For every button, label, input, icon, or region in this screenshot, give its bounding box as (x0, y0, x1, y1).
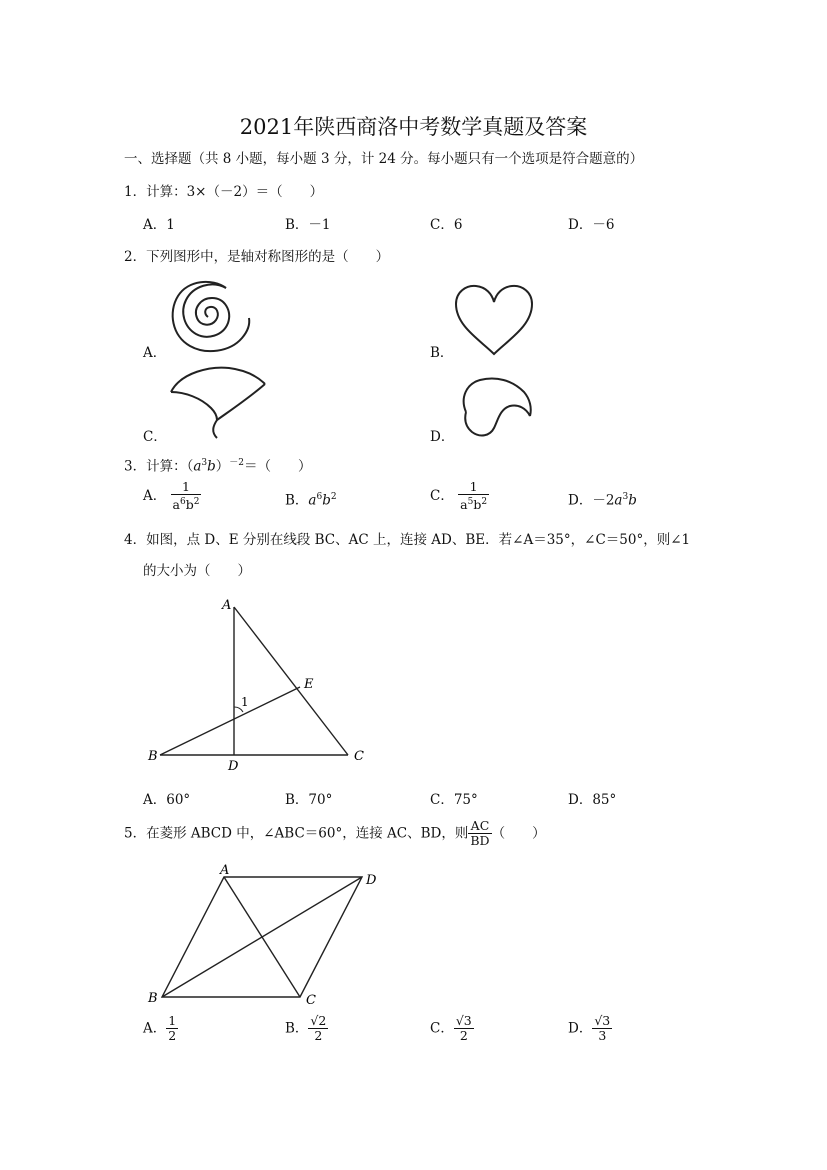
rhombus-figure (140, 860, 390, 1010)
triangle-figure (140, 592, 380, 780)
q5-stem: 5．在菱形 ABCD 中，∠ABC＝60°，连接 AC、BD，则 $\frac{AC}{BD}$ （ ） (124, 818, 546, 848)
q4-option-c: C．75° (430, 792, 478, 808)
paisley-figure (450, 372, 540, 442)
q1-stem: 1．计算：3×（－2）＝（ ） (124, 184, 324, 200)
q4-stem-line2: 的大小为（ ） (143, 563, 251, 579)
q3-option-d: D．$-2a^3b$ (568, 492, 637, 509)
q3-option-b: B．$a^6b^2$ (285, 492, 337, 509)
q5-option-b: B． $\frac{√2}{2}$ (285, 1013, 327, 1043)
heart-figure (450, 282, 540, 358)
q3-option-c: C． $\frac{1}{a^5b^2}$ (430, 479, 488, 513)
label-e: E (304, 677, 314, 692)
q1-option-d: D．－6 (568, 217, 615, 233)
q5-option-d: D． $\frac{√3}{3}$ (568, 1013, 611, 1043)
q3-option-a: A． $\frac{1}{a^6b^2}$ (143, 479, 200, 513)
q4-option-d: D．85° (568, 792, 617, 808)
q2-stem: 2．下列图形中，是轴对称图形的是（ ） (124, 249, 390, 265)
q1-option-c: C．6 (430, 217, 463, 233)
q5-option-a: A． $\frac{1}{2}$ (143, 1013, 177, 1043)
spiral-figure (160, 274, 260, 360)
q4-stem-line1: 4．如图，点 D、E 分别在线段 BC、AC 上，连接 AD、BE．若∠A＝35°，∠C＝50°，则∠1 (124, 532, 691, 548)
q2-option-c: C． (143, 429, 167, 445)
rhombus-label-d: D (366, 873, 377, 888)
q2-option-b: B． (430, 345, 454, 361)
rhombus-label-a: A (220, 863, 230, 878)
rhombus-label-c: C (306, 993, 316, 1008)
page-title: 2021年陕西商洛中考数学真题及答案 (239, 115, 588, 139)
q4-option-b: B．70° (285, 792, 333, 808)
q1-option-a: A．1 (143, 217, 175, 233)
section-heading: 一、选择题（共 8 小题，每小题 3 分，计 24 分。每小题只有一个选项是符合题意的） (124, 151, 644, 167)
q5-option-c: C． $\frac{√3}{2}$ (430, 1013, 472, 1043)
q3-c-fraction: $\frac{1}{a^5b^2}$ (460, 479, 488, 513)
q2-option-d: D． (430, 429, 455, 445)
rhombus-label-b: B (148, 991, 158, 1006)
label-c: C (354, 749, 364, 764)
q2-option-a: A． (143, 345, 167, 361)
fan-figure (165, 362, 273, 442)
label-angle-1: 1 (241, 695, 249, 709)
q3-stem: 3．计算：$(a^3b)^{-2}=$（ ） (124, 458, 312, 475)
q3-a-fraction: $\frac{1}{a^6b^2}$ (172, 479, 200, 513)
label-b: B (148, 749, 158, 764)
q5-ratio-fraction: $\frac{AC}{BD}$ (470, 818, 490, 848)
label-d: D (228, 759, 239, 774)
q4-option-a: A．60° (143, 792, 191, 808)
label-a: A (222, 598, 232, 613)
q1-option-b: B．－1 (285, 217, 331, 233)
